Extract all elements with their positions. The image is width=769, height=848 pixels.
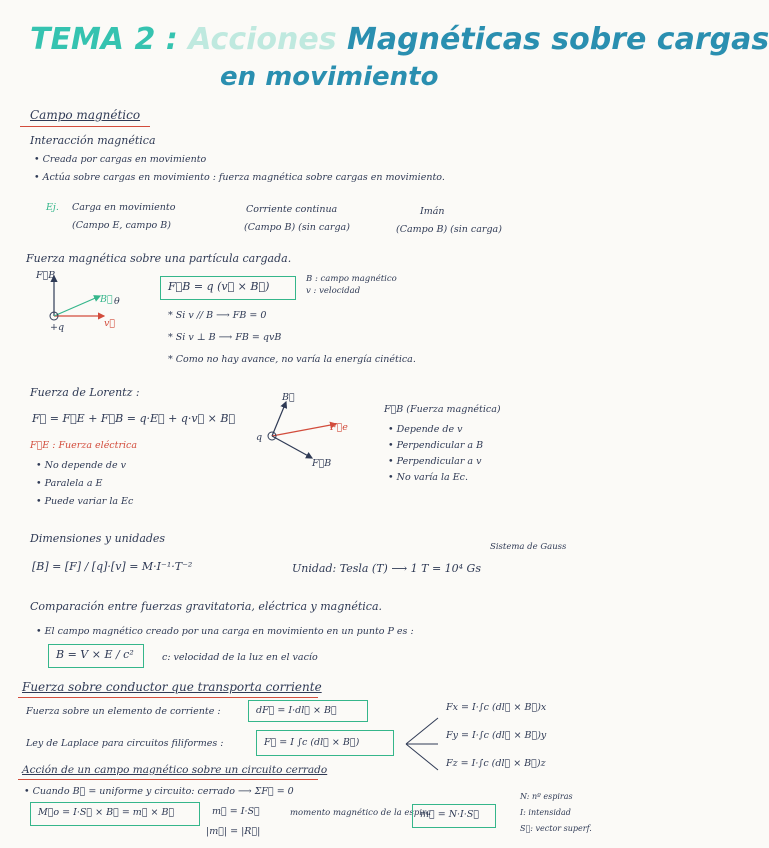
comparacion-note: c: velocidad de la luz en el vacío [162,652,318,663]
fb-bullet-2: • Perpendicular a B [388,440,484,451]
component-fy: Fy = I·∫c (dl⃗ × B⃗)y [446,730,547,741]
lorentz-label-fe: F⃗e [330,422,348,433]
ej2: Corriente continua [246,204,338,215]
circuito-bullet: • Cuando B⃗ = uniforme y circuito: cerrado ⟶ ΣF⃗ = 0 [24,786,294,797]
fe-bullet-2: • Paralela a E [36,478,103,489]
formula-fb: F⃗B = q (v⃗ × B⃗) [168,280,270,293]
comparacion-formula: B = V × E / c² [56,648,134,661]
circuito-m-def: m⃗ = I·S⃗ [212,806,260,817]
ej1-sub: (Campo E, campo B) [72,220,171,231]
comparacion-heading: Comparación entre fuerzas gravitatoria, eléctrica y magnética. [30,600,383,613]
conductor-underline [18,697,318,698]
component-fz: Fz = I·∫c (dl⃗ × B⃗)z [446,758,546,769]
components-bracket [402,714,442,774]
ej-label: Ej. [46,202,59,213]
unidades-heading: Dimensiones y unidades [30,532,166,545]
lorentz-label-fb: F⃗B [312,458,332,469]
legend-n: N: nº espiras [520,792,573,801]
circuito-m-mod: |m⃗| = |R⃗| [206,826,261,837]
legend-i: I: intensidad [520,808,571,817]
case-energia: * Como no hay avance, no varía la energía cinética. [168,354,416,365]
interaccion-label: Interacción magnética [30,134,156,147]
lorentz-formula: F⃗ = F⃗E + F⃗B = q·E⃗ + q·v⃗ × B⃗ [32,412,236,425]
fb-bullet-1: • Depende de v [388,424,463,435]
circuito-heading: Acción de un campo magnético sobre un circuito cerrado [22,764,328,776]
conductor-heading: Fuerza sobre conductor que transporta corriente [22,680,322,694]
title-magneticas: Magnéticas sobre cargas [347,22,769,57]
ej3-sub: (Campo B) (sin carga) [396,224,502,235]
conductor-line1: Fuerza sobre un elemento de corriente : [26,706,221,717]
unidades-formula: [B] = [F] / [q]·[v] = M·I⁻¹·T⁻² [32,560,193,573]
title-acciones: Acciones [188,22,337,57]
title-tema: TEMA 2 : [30,22,178,57]
lorentz-vector-diagram [258,394,358,474]
ej1: Carga en movimiento [72,202,176,213]
conductor-formula2: F⃗ = I ∫c (dl⃗ × B⃗) [264,737,360,748]
lorentz-label-b: B⃗ [282,392,295,403]
unidad-tesla: Unidad: Tesla (T) ⟶ 1 T = 10⁴ Gs [292,562,481,575]
campo-heading: Campo magnético [30,108,141,122]
circuito-m-total: m⃗ = N·I·S⃗ [420,809,480,820]
conductor-formula1: dF⃗ = I·dl⃗ × B⃗ [256,705,337,716]
campo-bullet-2: • Actúa sobre cargas en movimiento : fuerza magnética sobre cargas en movimiento. [34,172,445,183]
campo-bullet-1: • Creada por cargas en movimiento [34,154,207,165]
fb-title: F⃗B (Fuerza magnética) [384,404,501,415]
case-parallel: * Si v // B ⟶ FB = 0 [168,310,267,321]
diagram-label-theta: θ [114,296,120,307]
component-fx: Fx = I·∫c (dl⃗ × B⃗)x [446,702,547,713]
fe-bullet-1: • No depende de v [36,460,127,471]
fe-bullet-3: • Puede variar la Ec [36,496,134,507]
circuito-momento-label: momento magnético de la espira [290,808,432,818]
diagram-label-b: B⃗ [100,294,113,305]
lorentz-label-q: q [256,432,263,443]
b-arrow [54,296,100,316]
title-line2: en movimiento [220,62,439,92]
title-line1 [30,22,769,57]
fb-bullet-3: • Perpendicular a v [388,456,482,467]
fe-title: F⃗E : Fuerza eléctrica [30,440,138,451]
gauss-label: Sistema de Gauss [490,542,567,552]
ej2-sub: (Campo B) (sin carga) [244,222,350,233]
legend-b: B : campo magnético [306,274,397,284]
lorentz-heading: Fuerza de Lorentz : [30,386,140,399]
circuito-m-formula: M⃗o = I·S⃗ × B⃗ = m⃗ × B⃗ [38,807,175,818]
legend-v: v : velocidad [306,286,361,296]
fb-bullet-4: • No varía la Ec. [388,472,468,483]
circuito-underline [18,779,318,780]
fuerza-particula-heading: Fuerza magnética sobre una partícula cargada. [26,252,292,265]
case-perpendicular: * Si v ⊥ B ⟶ FB = qvB [168,332,282,343]
comparacion-bullet: • El campo magnético creado por una carga en movimiento en un punto P es : [36,626,414,637]
ej3: Imán [420,206,445,217]
legend-s: S⃗: vector superf. [520,824,592,833]
diagram-label-q: +q [50,322,65,333]
diagram-label-v: v⃗ [104,318,116,329]
conductor-line2: Ley de Laplace para circuitos filiformes : [26,738,224,749]
diagram-label-fb: F⃗B [36,270,56,281]
heading-underline [20,126,150,127]
